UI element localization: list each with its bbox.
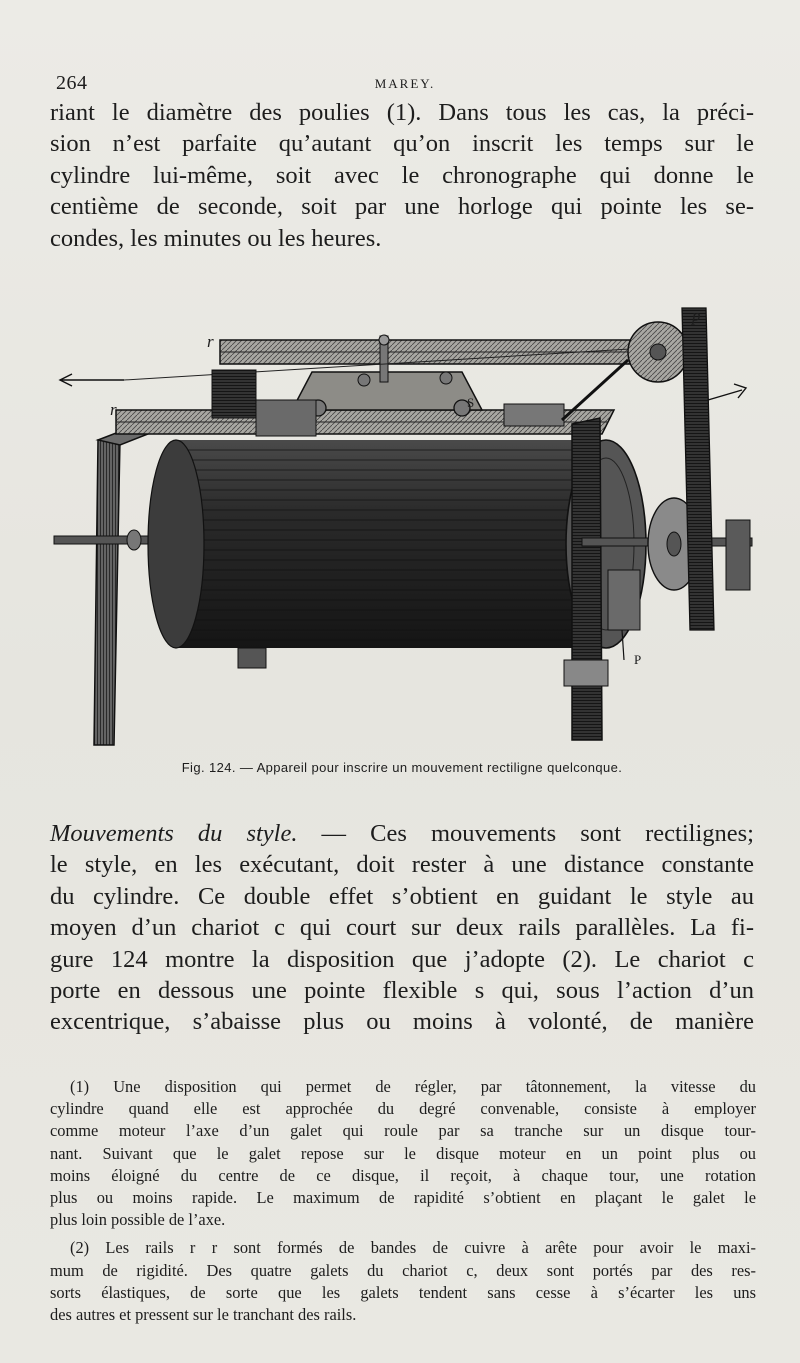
label-r-lower: r (110, 400, 117, 419)
footnote-line: des autres et pressent sur le tranchant des rails. (50, 1305, 357, 1325)
text-line: du cylindre. Ce double effet s’obtient en guidant le style au (50, 882, 754, 910)
footnote-line: cylindre quand elle est approchée du degré convenable, consiste à employer (50, 1099, 756, 1119)
text-line: moyen d’un chariot c qui court sur deux rails parallèles. La fi- (50, 914, 754, 942)
text-line: excentrique, s’abaisse plus ou moins à volonté, de manière (50, 1008, 754, 1036)
footnote-line: comme moteur l’axe d’un galet qui roule par sa tranche sur un disque tour- (50, 1121, 756, 1141)
footnote-line: (1) Une disposition qui permet de régler, par tâtonnement, la vitesse du (70, 1077, 756, 1096)
text-line: centième de seconde, soit par une horloge qui pointe les se- (50, 193, 754, 221)
label-r-top: r (207, 332, 214, 351)
footnote-line: nant. Suivant que le galet repose sur le disque moteur en un point plus ou (50, 1143, 756, 1163)
footnote-line: plus ou moins rapide. Le maximum de rapidité s’obtient en plaçant le galet le (50, 1188, 756, 1208)
footnote-line: mum de rigidité. Des quatre galets du chariot c, deux sont portés par des res- (50, 1260, 756, 1280)
label-p-bottom: P (634, 652, 642, 667)
text-line: condes, les minutes ou les heures. (50, 224, 382, 252)
label-p-top: p (692, 306, 701, 325)
paragraph-main (50, 818, 754, 1038)
text-line: sion n’est parfaite qu’autant qu’on inscrit les temps sur le (50, 130, 754, 158)
left-leg (94, 440, 120, 745)
text-line-first (50, 818, 754, 849)
label-s: S (467, 395, 475, 410)
footnotes (50, 1076, 756, 1332)
section-heading: Mouvements du style. (50, 820, 298, 847)
footnote-line: sorts élastiques, de sorte que les galets tendent sans cesse à s’écarter les uns (50, 1282, 756, 1302)
footnote-line: plus loin possible de l’axe. (50, 1210, 226, 1230)
text-line: porte en dessous une pointe flexible s qui, sous l’action d’un (50, 977, 754, 1005)
text-line: cylindre lui-même, soit avec le chronographe qui donne le (50, 161, 754, 189)
cylinder-apparatus-illustration (42, 300, 760, 750)
footnote-2 (50, 1237, 756, 1326)
footnote-line: moins éloigné du centre de ce disque, il reçoit, à chaque tour, une rotation (50, 1165, 756, 1185)
text-run: — Ces mouvements sont rectilignes; (297, 820, 754, 847)
paragraph-top (50, 97, 754, 254)
right-post (572, 418, 602, 740)
running-head (56, 72, 754, 96)
running-title: MAREY. (374, 76, 436, 91)
footnote-line: (2) Les rails r r sont formés de bandes de cuivre à arête pour avoir le maxi- (70, 1238, 756, 1258)
figure-124-engraving (42, 300, 760, 750)
text-line: le style, en les exécutant, doit rester à une distance constante (50, 851, 754, 879)
drum (176, 440, 606, 648)
figure-caption: Fig. 124. — Appareil pour inscrire un mouvement rectiligne quelconque. (181, 760, 623, 775)
footnote-1 (50, 1076, 756, 1231)
text-line: gure 124 montre la disposition que j’adopte (2). Le chariot c (50, 945, 754, 973)
text-line: riant le diamètre des poulies (1). Dans tous les cas, la préci- (50, 99, 754, 126)
page-number: 264 (56, 72, 88, 94)
